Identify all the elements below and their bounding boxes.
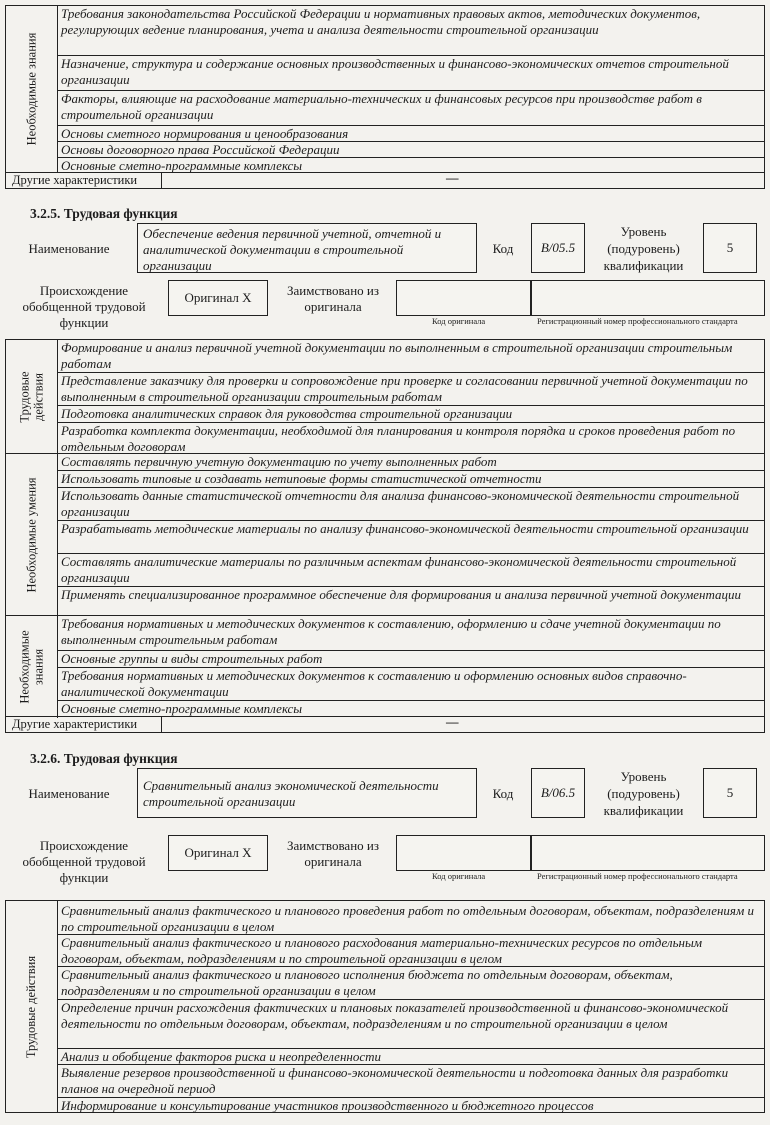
table-row: Сравнительный анализ фактического и планового исполнения бюджета по отдельным договорам, объектам, подразделениям и по строительной организации в целом [58, 967, 764, 1000]
row-group-label [6, 6, 58, 172]
name-label: Наименование [28, 786, 110, 801]
section-heading: 3.2.5. Трудовая функция [30, 206, 178, 221]
group-label-text: Трудовые действия [24, 955, 39, 1058]
other-characteristics-value: — [446, 171, 459, 185]
table-row: Составлять первичную учетную документацию по учету выполненных работ [58, 454, 764, 471]
table-row: Использовать типовые и создавать нетиповые формы статистической отчетности [58, 471, 764, 488]
table-row: Требования нормативных и методических документов к составлению, оформлению и сдаче учетной документации по выполненным строительным работам [58, 616, 764, 651]
other-characteristics-row [5, 716, 765, 733]
table-row: Основные группы и виды строительных работ [58, 651, 764, 668]
code-label: Код [492, 786, 514, 801]
table-row: Основные сметно-программные комплексы [61, 158, 303, 173]
table-row: Представление заказчику для проверки и сопровождение при проверке и согласовании первичной учетной документации по выполненным в строительной организации строительным работам [58, 373, 764, 406]
code-label: Код [492, 241, 514, 256]
knowledge-table-top [5, 5, 765, 173]
divider [161, 173, 162, 188]
other-characteristics-row [5, 172, 765, 189]
table-row: Анализ и обобщение факторов риска и неопределенности [58, 1049, 764, 1065]
registration-caption: Регистрационный номер профессионального стандарта [537, 316, 738, 326]
section-heading: 3.2.6. Трудовая функция [30, 751, 178, 766]
registration-number-box [531, 280, 765, 316]
original-label: Оригинал X [184, 845, 252, 860]
code-value-box [531, 768, 585, 818]
group-label-text: Трудовые действия [17, 371, 46, 423]
row-group-label [6, 616, 58, 718]
table-row: Разработка комплекта документации, необходимой для планирования и контроля порядка и сроков проведения работ по отдельным договорам [58, 423, 764, 454]
code-value-box [531, 223, 585, 273]
original-label: Оригинал X [184, 290, 252, 305]
row-group-label [6, 901, 58, 1112]
code-original-box [396, 835, 531, 871]
table-row: Основные сметно-программные комплексы [61, 701, 303, 716]
table-row: Основы сметного нормирования и ценообразования [58, 126, 764, 142]
table-row: Требования нормативных и методических документов к составлению и оформлению основных видов справочно-аналитической документации [58, 668, 764, 701]
registration-caption: Регистрационный номер профессионального стандарта [537, 871, 738, 881]
labor-actions-table [5, 900, 765, 1113]
group-label-text: Необходимые умения [24, 477, 39, 593]
level-label: Уровень (подуровень) квалификации [603, 224, 684, 273]
original-box [168, 835, 268, 871]
code-original-caption: Код оригинала [432, 871, 486, 881]
other-characteristics-label: Другие характеристики [12, 717, 138, 731]
code-value: B/05.5 [540, 240, 576, 255]
table-row: Составлять аналитические материалы по различным аспектам финансово-экономической деятельности строительной организации [58, 554, 764, 587]
table-row: Разрабатывать методические материалы по анализу финансово-экономической деятельности строительной организации [58, 521, 764, 554]
level-value: 5 [726, 785, 734, 800]
table-row: Применять специализированное программное обеспечение для формирования и анализа первичной учетной документации [58, 587, 764, 616]
level-value: 5 [726, 240, 734, 255]
level-label: Уровень (подуровень) квалификации [603, 769, 684, 818]
table-row: Использовать данные статистической отчетности для анализа финансово-экономической деятельности строительной организации [58, 488, 764, 521]
table-row: Сравнительный анализ фактического и планового проведения работ по отдельным договорам, объектам, подразделениям и по строительной организации в целом [58, 901, 764, 935]
level-value-box [703, 223, 757, 273]
table-row: Информирование и консультирование участников производственного и бюджетного процессов [61, 1098, 594, 1113]
table-row: Требования законодательства Российской Федерации и нормативных правовых актов, методических документов, регулирующих ведение планирования, учета и анализа деятельности строительной организации [58, 6, 764, 56]
table-row: Назначение, структура и содержание основных производственных и финансово-экономических отчетов строительной организации [58, 56, 764, 91]
origin-label: Происхождение обобщенной трудовой функции [22, 283, 146, 330]
borrowed-label: Заимствовано из оригинала [286, 838, 379, 869]
group-label-text: Необходимые знания [24, 32, 39, 146]
function-details-table [5, 339, 765, 717]
table-row: Определение причин расхождения фактических и плановых показателей производственной и финансово-экономической деятельности по отдельным договорам, объектам, подразделениям и по строительной организации в целом [58, 1000, 764, 1049]
level-value-box [703, 768, 757, 818]
divider [161, 717, 162, 732]
table-row: Сравнительный анализ фактического и планового расходования материально-технических ресурсов по отдельным договорам, объектам, подразделениям и по строительной организации в целом [58, 935, 764, 967]
row-group-label [6, 454, 58, 616]
origin-label: Происхождение обобщенной трудовой функции [22, 838, 146, 885]
group-label-text: Необходимые знания [17, 630, 46, 704]
code-value: B/06.5 [540, 785, 576, 800]
row-group-label [6, 340, 58, 454]
function-name-box: Обеспечение ведения первичной учетной, отчетной и аналитической документации в строительной организации [137, 223, 477, 273]
original-box [168, 280, 268, 316]
function-name-box: Сравнительный анализ экономической деятельности строительной организации [137, 768, 477, 818]
borrowed-label: Заимствовано из оригинала [286, 283, 379, 314]
other-characteristics-value: — [446, 715, 459, 729]
table-row: Выявление резервов производственной и финансово-экономической деятельности и подготовка данных для разработки планов на очередной период [58, 1065, 764, 1098]
table-row: Подготовка аналитических справок для руководства строительной организации [58, 406, 764, 423]
other-characteristics-label: Другие характеристики [12, 173, 138, 187]
code-original-box [396, 280, 531, 316]
table-row: Основы договорного права Российской Федерации [58, 142, 764, 158]
registration-number-box [531, 835, 765, 871]
code-original-caption: Код оригинала [432, 316, 486, 326]
table-row: Факторы, влияющие на расходование материально-технических и финансовых ресурсов при производстве работ в строительной организации [58, 91, 764, 126]
name-label: Наименование [28, 241, 110, 256]
table-row: Формирование и анализ первичной учетной документации по выполненным в строительной организации строительным работам [58, 340, 764, 373]
